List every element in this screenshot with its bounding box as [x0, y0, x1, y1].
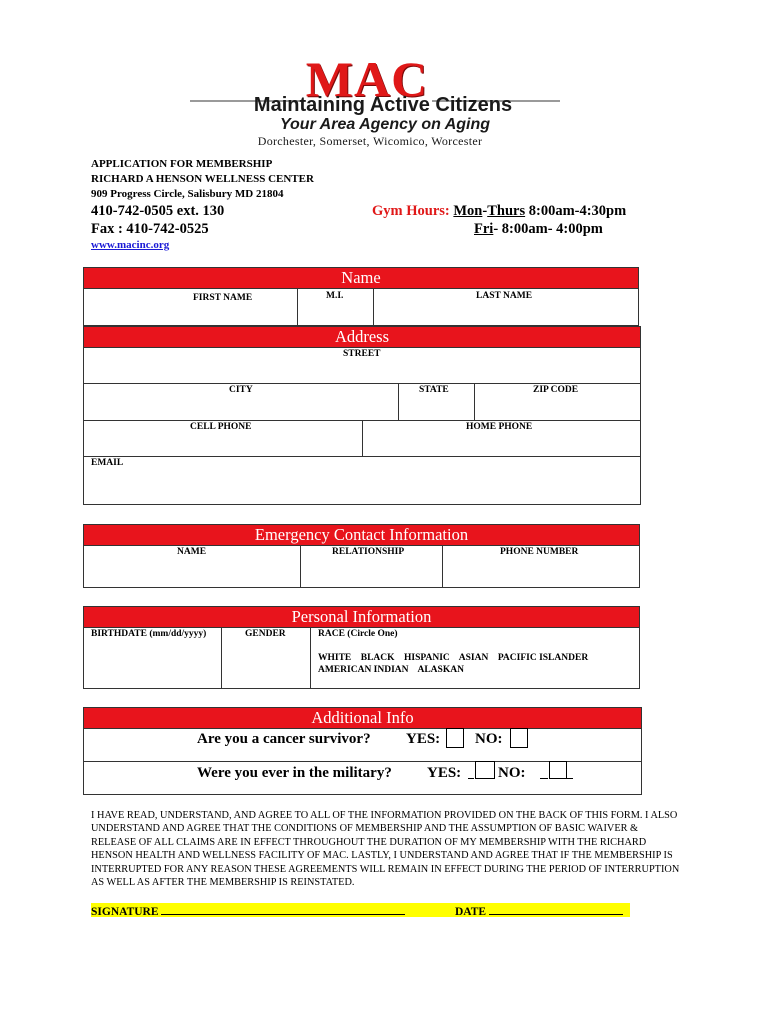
logo-tagline: Maintaining Active Citizens — [253, 94, 513, 116]
emergency-phone-label: PHONE NUMBER — [500, 547, 579, 557]
city-label: CITY — [229, 385, 253, 395]
gym-time-weekday: 8:00am-4:30pm — [528, 203, 627, 219]
date-field[interactable] — [455, 903, 630, 917]
additional-section-title: Additional Info — [311, 708, 414, 727]
agreement-text: I HAVE READ, UNDERSTAND, AND AGREE TO ALL OF THE INFORMATION PROVIDED ON THE BACK OF THIS FORM. I ALSO UNDERSTAND AND AGREE THAT THE CONDITIONS OF MEMBERSHIP AND THE ASSUMPTION OF BASIC WAIVER & RELEASE OF ALL CLAIMS ARE IN EFFECT THROUGHOUT THE DURATION OF MY MEMBERSHIP WITH THE RICHARD HENSON HEALTH AND WELLNESS FACILITY OF MAC. LASTLY, I UNDERSTAND AND AGREE THAT IF THE MEMBERSHIP IS INTERRUPTED FOR ANY REASON THESE AGREEMENTS WILL REMAIN IN EFFECT DURING THE PERIOD OF INTERRUPTION AS WELL AS AFTER THE MEMBERSHIP IS REINSTATED. — [91, 810, 680, 889]
logo-subtitle: Your Area Agency on Aging — [279, 116, 491, 133]
military-no-label: NO: — [498, 765, 526, 781]
logo-counties: Dorchester, Somerset, Wicomico, Worcester — [257, 134, 483, 148]
address-section-header — [83, 326, 641, 348]
gym-hours-label: Gym Hours — [372, 203, 445, 219]
gym-days-fri: Fri — [474, 221, 494, 237]
personal-section-header — [83, 606, 640, 628]
name-section-title: Name — [341, 268, 381, 287]
logo-acronym: MAC — [305, 51, 429, 107]
middle-initial-label: M.I. — [326, 291, 344, 301]
signature-line — [161, 903, 405, 915]
last-name-label: LAST NAME — [476, 291, 533, 301]
gym-days-mon: Mon — [453, 203, 483, 219]
mac-logo — [190, 51, 565, 148]
address-section-title: Address — [334, 327, 390, 346]
military-yes-checkbox[interactable] — [475, 761, 495, 779]
cancer-yes-checkbox[interactable] — [446, 728, 464, 748]
gym-hours-line1: Gym Hours: Mon-Thurs 8:00am-4:30pm — [372, 203, 627, 219]
emergency-section-title: Emergency Contact Information — [254, 525, 469, 544]
email-input[interactable] — [84, 457, 640, 504]
gym-days-thurs: Thurs — [487, 203, 526, 219]
cancer-yes-label: YES: — [406, 731, 441, 747]
gym-time-friday: - 8:00am- 4:00pm — [493, 221, 603, 237]
personal-section-title: Personal Information — [291, 607, 432, 626]
underline — [468, 778, 474, 779]
gender-label: GENDER — [245, 629, 286, 639]
first-name-label: FIRST NAME — [193, 293, 253, 303]
additional-section-header — [83, 707, 642, 729]
military-yes-label: YES: — [427, 765, 462, 781]
race-label: RACE (Circle One) — [318, 629, 398, 639]
military-question: Were you ever in the military? — [197, 765, 392, 781]
emergency-name-label: NAME — [177, 547, 207, 557]
website-link[interactable]: www.macinc.org — [91, 239, 170, 251]
center-address: 909 Progress Circle, Salisbury MD 21804 — [91, 188, 284, 200]
underline — [540, 778, 548, 779]
fax-number: Fax : 410-742-0525 — [91, 221, 209, 237]
first-name-input[interactable] — [84, 289, 296, 325]
signature-field[interactable] — [91, 903, 415, 917]
zip-code-label: ZIP CODE — [533, 385, 579, 395]
date-line — [489, 903, 623, 915]
signature-label: SIGNATURE — [91, 906, 159, 918]
race-options-row2[interactable]: AMERICAN INDIAN ALASKAN — [318, 665, 464, 675]
cell-phone-label: CELL PHONE — [190, 422, 252, 432]
emergency-section-header — [83, 524, 640, 546]
date-label: DATE — [455, 906, 487, 918]
gym-hours-line2 — [474, 221, 603, 238]
birthdate-label: BIRTHDATE (mm/dd/yyyy) — [91, 629, 207, 639]
street-label: STREET — [343, 349, 381, 359]
cancer-survivor-question: Are you a cancer survivor? — [197, 731, 371, 747]
home-phone-label: HOME PHONE — [466, 422, 533, 432]
cancer-no-checkbox[interactable] — [510, 728, 528, 748]
military-no-checkbox[interactable] — [549, 761, 567, 779]
signature-gap — [415, 903, 455, 917]
underline — [567, 778, 573, 779]
state-label: STATE — [419, 385, 449, 395]
divider — [310, 628, 311, 689]
email-label: EMAIL — [91, 458, 124, 468]
name-section-header — [83, 267, 639, 289]
application-title: APPLICATION FOR MEMBERSHIP — [91, 158, 273, 170]
emergency-relationship-label: RELATIONSHIP — [332, 547, 405, 557]
center-name: RICHARD A HENSON WELLNESS CENTER — [91, 173, 314, 185]
cancer-no-label: NO: — [475, 731, 503, 747]
phone-number: 410-742-0505 ext. 130 — [91, 203, 225, 219]
race-options-row1[interactable]: WHITE BLACK HISPANIC ASIAN PACIFIC ISLANDER — [318, 653, 589, 663]
